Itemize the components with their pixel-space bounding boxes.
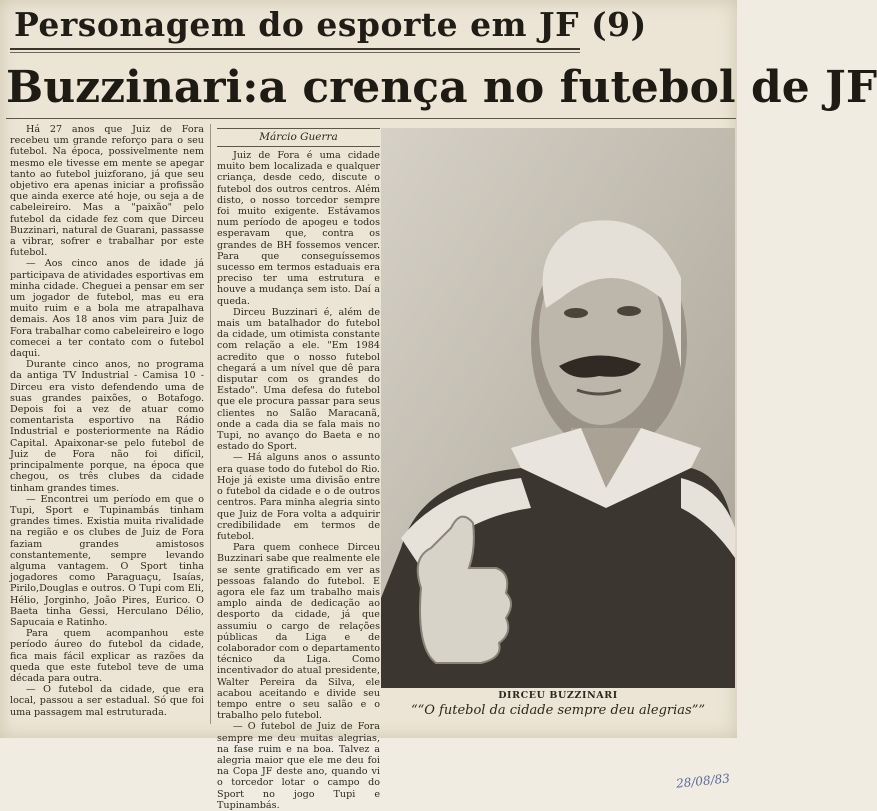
article-column-2 [217, 150, 380, 811]
headline-rule [6, 118, 736, 119]
portrait-photo [381, 128, 735, 688]
paragraph: Há 27 anos que Juiz de Fora recebeu um grande reforço para o seu futebol. Na época, possivelmente nem mesmo ele tivesse em mente se apegar tanto ao futebol juizforano, já que seu objetivo era apenas iniciar a profissão que ainda exerce até hoje, ou seja a de cabeleireiro. Mas a "paixão" pelo futebol da cidade fez com que Dirceu Buzzinari, natural de Guarani, passasse a vibrar, sofrer e trabalhar por este futebol. [10, 124, 204, 259]
kicker-rule [10, 48, 580, 50]
column-divider [210, 124, 211, 724]
paragraph: Para quem conhece Dirceu Buzzinari sabe que realmente ele se sente gratificado em ver as pessoas falando do futebol. E agora ele faz um trabalho mais amplo ainda de dedicação ao desporto da cidade, já que assumiu o cargo de relações públicas da Liga e de colaborador com o departamento técnico da Liga. Como incentivador do atual presidente, Walter Pereira da Silva, ele acabou aceitando e divide seu tempo entre o seu salão e o trabalho pelo futebol. [217, 542, 380, 722]
caption-name: DIRCEU BUZZINARI [498, 690, 618, 701]
byline-rule-top [217, 128, 380, 129]
series-kicker: Personagem do esporte em JF (9) [14, 5, 647, 44]
paragraph: — Há alguns anos o assunto era quase todo do futebol do Rio. Hoje já existe uma divisão entre o futebol da cidade e o de outros centros. Para minha alegria sinto que Juiz de Fora volta a adquirir credibilidade em termos de futebol. [217, 452, 380, 542]
caption-quote: ““O futebol da cidade sempre deu alegrias”” [410, 703, 706, 718]
portrait-illustration [381, 128, 735, 688]
byline: Márcio Guerra [259, 131, 338, 143]
paragraph: Juiz de Fora é uma cidade muito bem localizada e qualquer criança, desde cedo, discute o futebol dos outros centros. Além disto, o nosso torcedor sempre foi muito exigente. Estávamos num período de apogeu e todos esperavam que, contra os grandes de BH fossemos vencer. Para que conseguíssemos sucesso em termos estaduais era preciso ter uma estrutura e houve a mudança sem isto. Daí a queda. [217, 150, 380, 307]
paragraph: Dirceu Buzzinari é, além de mais um batalhador do futebol da cidade, um otimista constante com relação a ele. "Em 1984 acredito que o nosso futebol chegará a um nível que dê para disputar com os grandes do Estado". Uma defesa do futebol que ele procura passar para seus clientes no Salão Maracanã, onde a cada dia se fala mais no Tupi, no avanço do Baeta e no estado do Sport. [217, 306, 380, 453]
article-column-1 [10, 124, 204, 722]
handwritten-date: 28/08/83 [675, 771, 731, 791]
paragraph: Durante cinco anos, no programa da antiga TV Industrial - Camisa 10 - Dirceu era visto defendendo uma de suas grandes paixões, o Botafogo. Depois foi a vez de atuar como comentarista esportivo na Rádio Industrial e posteriormente na Rádio Capital. Apaixonar-se pelo futebol de Juiz de Fora não foi difícil, principalmente porque, na época que chegou, os três clubes da cidade tinham grandes times. [10, 359, 204, 494]
paragraph: — O futebol de Juiz de Fora sempre me deu muitas alegrias, na fase ruim e na boa. Talvez a alegria maior que ele me deu foi na Copa JF deste ano, quando vi o torcedor lotar o campo do Sport no jogo Tupi e Tupinambás. [217, 721, 380, 811]
byline-rule-bottom [217, 146, 380, 147]
kicker-rule-thin [10, 52, 580, 53]
paragraph: — O futebol da cidade, que era local, passou a ser estadual. Só que foi uma passagem mal estruturada. [10, 684, 204, 718]
photo-caption [381, 690, 735, 718]
paragraph: — Aos cinco anos de idade já participava de atividades esportivas em minha cidade. Cheguei a pensar em ser um jogador de futebol, mas eu era muito ruim e a bola me atrapalhava demais. Aos 18 anos vim para Juiz de Fora trabalhar como cabeleireiro e logo comecei a ter contato com o futebol daqui. [10, 258, 204, 360]
paragraph: Para quem acompanhou este período áureo do futebol da cidade, fica mais fácil explicar as razões da queda que este futebol teve de uma década para outra. [10, 628, 204, 684]
paragraph: — Encontrei um período em que o Tupi, Sport e Tupinambás tinham grandes times. Existia muita rivalidade na região e os clubes de Juiz de Fora faziam grandes amistosos constantemente, sempre levando alguma vantagem. O Sport tinha jogadores como Paraguaçu, Isaías, Pirilo,Douglas e outros. O Tupi com Eli, Hélio, Jorginho, João Pires, Eurico. O Baeta tinha Gessi, Herculano Délio, Sapucaia e Ratinho. [10, 493, 204, 628]
headline: Buzzinari:a crença no futebol de JF [6, 62, 877, 113]
